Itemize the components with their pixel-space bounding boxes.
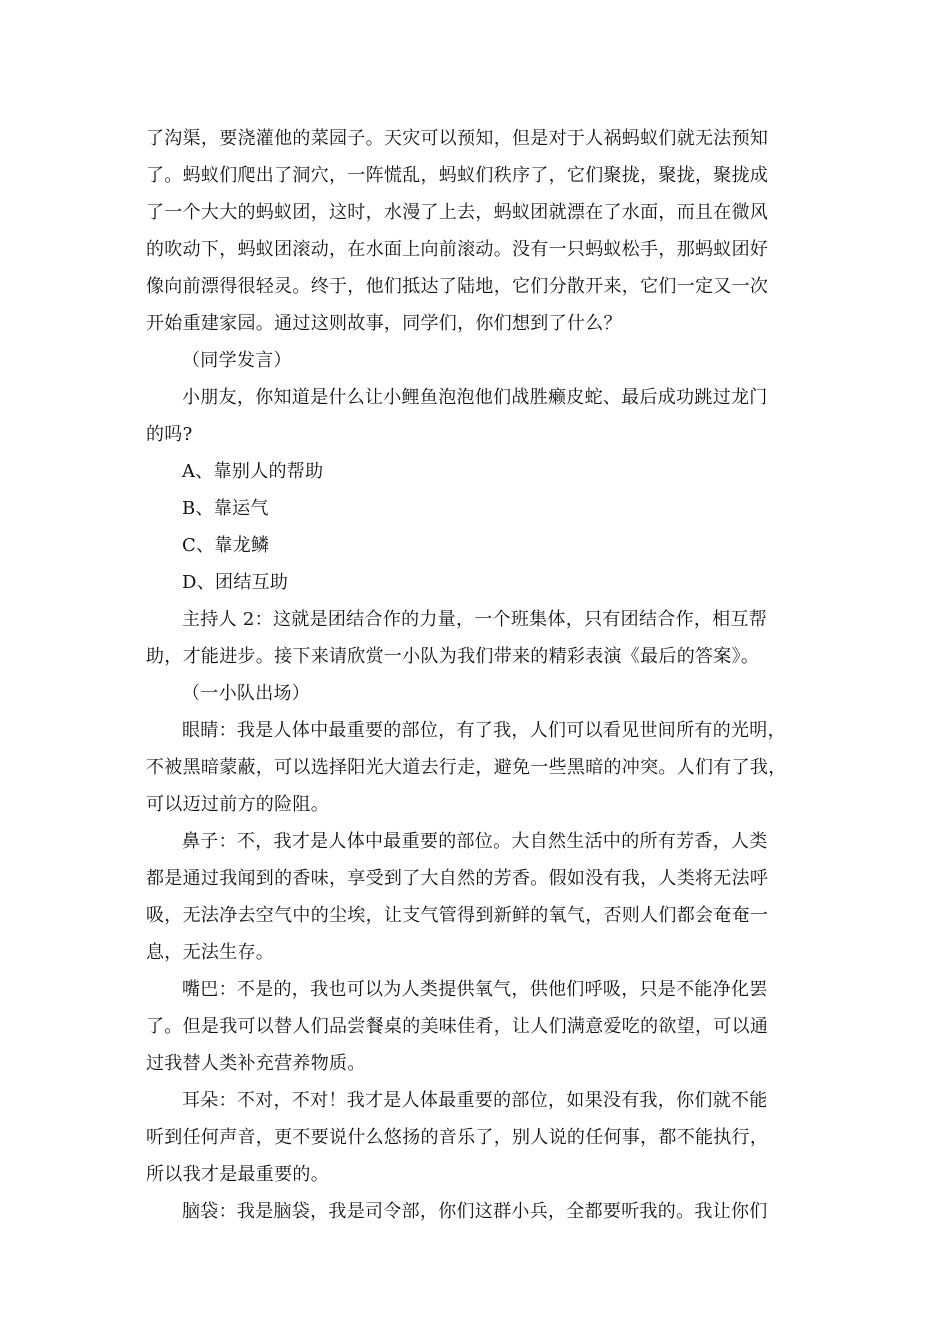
text-line: 了一个大大的蚂蚁团，这时，水漫了上去，蚂蚁团就漂在了水面，而且在微风 — [146, 202, 769, 223]
stage-direction: （一小队出场） — [182, 683, 311, 704]
text-line: 吸，无法净去空气中的尘埃，让支气管得到新鲜的氧气，否则人们都会奄奄一 — [146, 905, 769, 926]
text-line: 了沟渠，要浇灌他的菜园子。天灾可以预知，但是对于人祸蚂蚁们就无法预知 — [146, 128, 769, 149]
question-line: 小朋友，你知道是什么让小鲤鱼泡泡他们战胜癞皮蛇、最后成功跳过龙门 — [182, 387, 768, 408]
mouth-dialogue: 嘴巴：不是的，我也可以为人类提供氧气，供他们呼吸，只是不能净化罢 — [182, 979, 768, 1000]
answer-option-c: C、靠龙鳞 — [182, 535, 270, 556]
text-line: 不被黑暗蒙蔽，可以选择阳光大道去行走，避免一些黑暗的冲突。人们有了我， — [146, 757, 787, 778]
answer-option-a: A、靠别人的帮助 — [182, 461, 324, 482]
text-line: 可以迈过前方的险阻。 — [146, 794, 329, 815]
answer-option-d: D、团结互助 — [182, 572, 289, 593]
text-line: 的吹动下，蚂蚁团滚动，在水面上向前滚动。没有一只蚂蚁松手，那蚂蚁团好 — [146, 239, 769, 260]
host-dialogue: 主持人 2：这就是团结合作的力量，一个班集体，只有团结合作，相互帮 — [182, 609, 768, 630]
text-line: 的吗? — [146, 424, 193, 445]
document-body — [146, 120, 826, 1230]
text-line: 了。但是我可以替人们品尝餐桌的美味佳肴，让人们满意爱吃的欲望，可以通 — [146, 1016, 769, 1037]
text-line: 了。蚂蚁们爬出了洞穴，一阵慌乱，蚂蚁们秩序了，它们聚拢，聚拢，聚拢成 — [146, 165, 769, 186]
stage-direction: （同学发言） — [182, 350, 292, 371]
text-line: 助，才能进步。接下来请欣赏一小队为我们带来的精彩表演《最后的答案》。 — [146, 646, 760, 667]
nose-dialogue: 鼻子：不，我才是人体中最重要的部位。大自然生活中的所有芳香，人类 — [182, 831, 768, 852]
text-line: 开始重建家园。通过这则故事，同学们，你们想到了什么？ — [146, 313, 622, 334]
text-line: 息，无法生存。 — [146, 942, 275, 963]
ears-dialogue: 耳朵：不对，不对！我才是人体最重要的部位，如果没有我，你们就不能 — [182, 1090, 768, 1111]
head-dialogue: 脑袋：我是脑袋，我是司令部，你们这群小兵，全都要听我的。我让你们 — [182, 1201, 768, 1222]
text-line: 听到任何声音，更不要说什么悠扬的音乐了，别人说的任何事，都不能执行， — [146, 1127, 769, 1148]
text-line: 过我替人类补充营养物质。 — [146, 1053, 366, 1074]
answer-option-b: B、靠运气 — [182, 498, 269, 519]
text-line: 都是通过我闻到的香味，享受到了大自然的芳香。假如没有我，人类将无法呼 — [146, 868, 769, 889]
text-line: 所以我才是最重要的。 — [146, 1164, 329, 1185]
text-line: 像向前漂得很轻灵。终于，他们抵达了陆地，它们分散开来，它们一定又一次 — [146, 276, 769, 297]
eyes-dialogue: 眼睛：我是人体中最重要的部位，有了我，人们可以看见世间所有的光明， — [182, 720, 786, 741]
